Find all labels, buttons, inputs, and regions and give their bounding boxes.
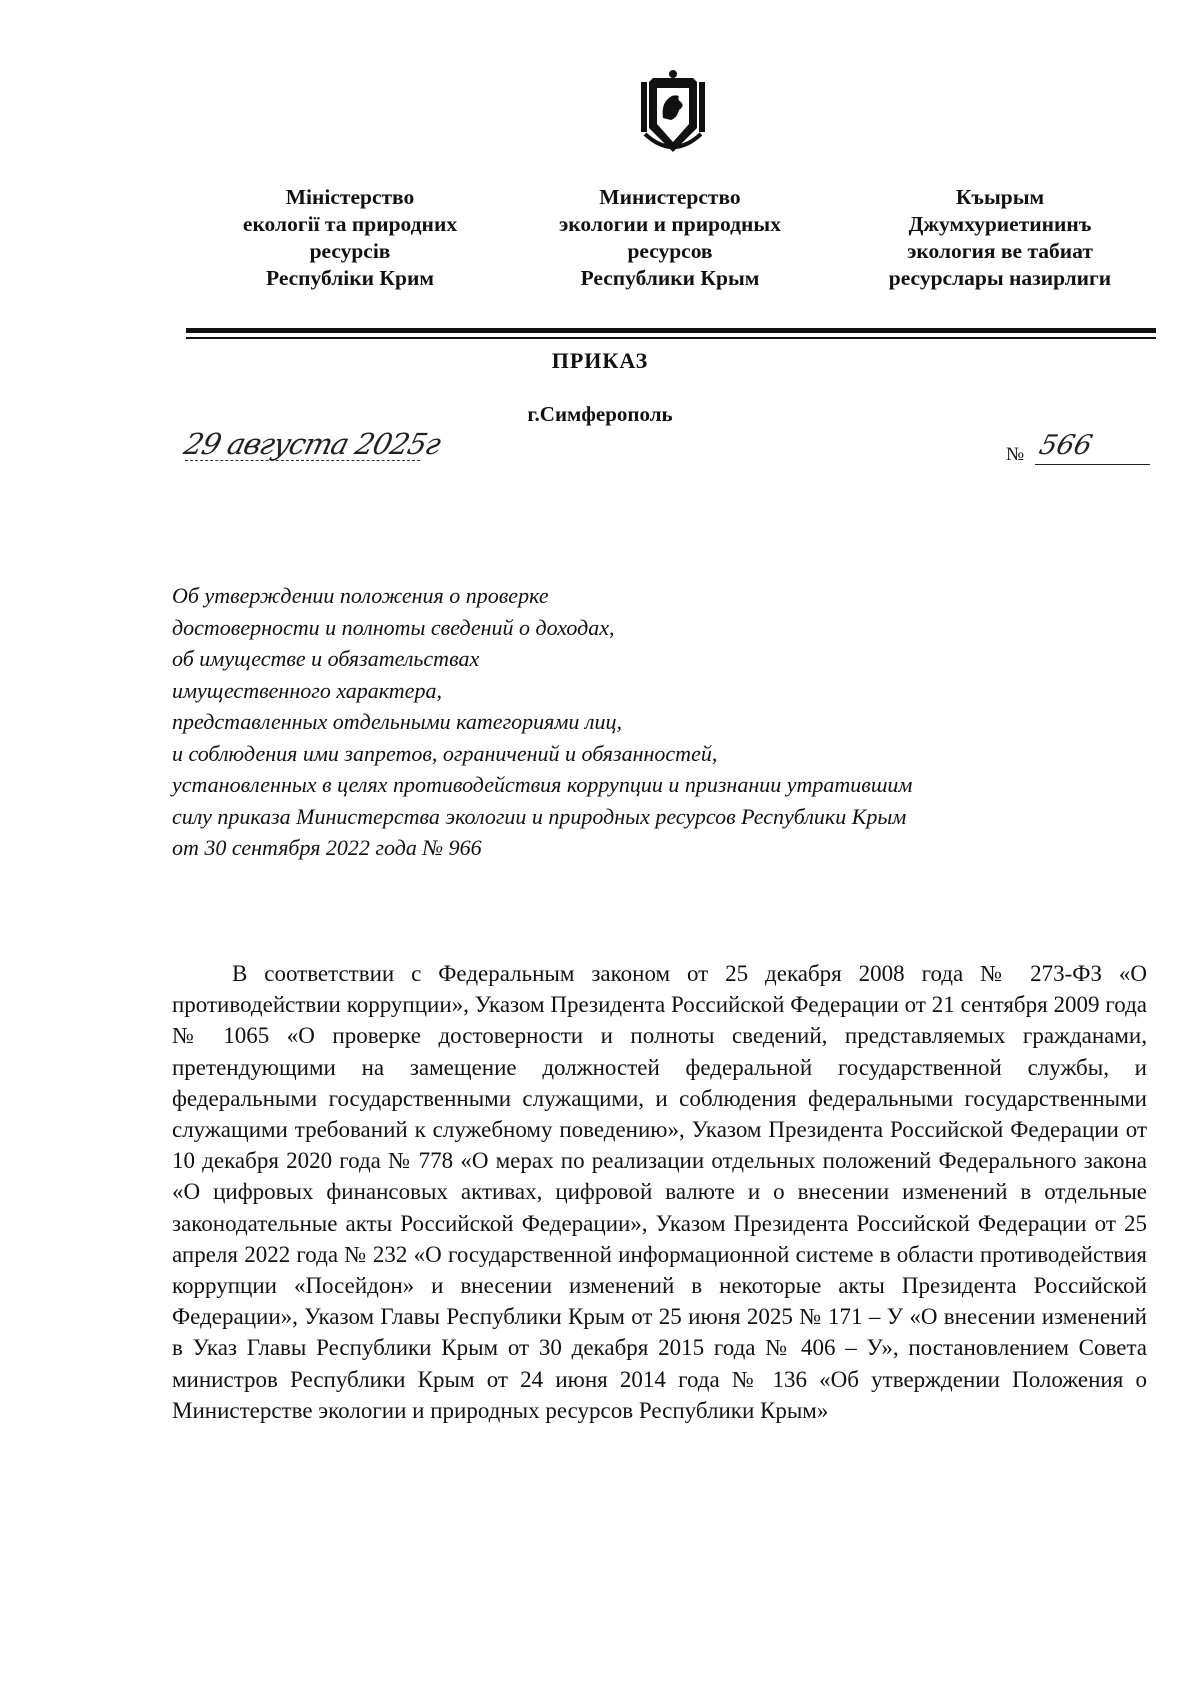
subject-line: установленных в целях противодействия коррупции и признании утратившим (172, 772, 913, 797)
header-divider-thick (186, 328, 1156, 333)
crimea-coat-of-arms-emblem (633, 68, 713, 158)
preamble-paragraph: В соответствии с Федеральным законом от 25 декабря 2008 года № 273-ФЗ «О противодействии коррупции», Указом Президента Российской Федерации от 21 сентября 2009 года № 1065 «О проверке достоверности и полноты сведений, представляемых гражданами, претендующими на замещение должностей федеральной государственной службы, и федеральными государственными служащими, и соблюдения федеральными государственными служащими требований к служебному поведению», Указом Президента Российской Федерации от 10 декабря 2020 года № 778 «О мерах по реализации отдельных положений Федерального закона «О цифровых финансовых активах, цифровой валюте и о внесении изменений в отдельные законодательные акты Российской Федерации», Указом Президента Российской Федерации от 25 апреля 2022 года № 232 «О государственной информационной системе в области противодействия коррупции «Посейдон» и внесении изменений в некоторые акты Президента Российской Федерации», Указом Главы Республики Крым от 25 июня 2025 № 171 – У «О внесении изменений в Указ Главы Республики Крым от 30 декабря 2015 года № 406 – У», постановлением Совета министров Республики Крым от 24 июня 2014 года № 136 «Об утверждении Положения о Министерстве экологии и природных ресурсов Республики Крым» (172, 961, 1147, 1423)
subject-line: и соблюдения ими запретов, ограничений и обязанностей, (172, 740, 718, 766)
subject-line: Об утверждении положения о проверке (172, 583, 549, 608)
org-ru-line: ресурсов (627, 239, 713, 263)
subject-line: об имуществе и обязательствах (172, 646, 480, 671)
header-divider-thin (186, 337, 1156, 339)
number-underline (1035, 464, 1150, 465)
document-city: г.Симферополь (527, 402, 673, 426)
org-ua-line: ресурсів (309, 239, 391, 263)
handwritten-date: 29 августа 2025г (180, 427, 444, 461)
org-name-russian (540, 184, 800, 292)
order-subject (172, 580, 1162, 864)
subject-line: имущественного характера, (172, 677, 442, 703)
org-ru-line: Министерство (599, 185, 741, 209)
document-title: ПРИКАЗ (551, 348, 649, 373)
org-ua-line: Міністерство (285, 185, 415, 209)
org-ru-line: Республики Крым (580, 266, 760, 290)
org-name-crimean-tatar (865, 184, 1135, 292)
org-crh-line: Джумхуриетининъ (908, 212, 1092, 236)
number-label: № (1006, 444, 1025, 465)
org-ua-line: екології та природних (242, 212, 458, 236)
subject-line: от 30 сентября 2022 года № 966 (172, 835, 482, 860)
org-crh-line: ресурслары назирлиги (888, 266, 1112, 290)
subject-line: представленных отдельными категориями лиц, (172, 709, 623, 734)
org-ua-line: Республіки Крим (265, 266, 435, 290)
date-underline (185, 460, 420, 461)
org-name-ukrainian (220, 184, 480, 292)
org-crh-line: Къырым (955, 185, 1045, 209)
org-crh-line: экология ве табиат (907, 239, 1093, 263)
handwritten-number: 566 (1036, 430, 1096, 461)
subject-line: достоверности и полноты сведений о доходах, (172, 614, 615, 640)
org-ru-line: экологии и природных (559, 212, 781, 236)
subject-line: силу приказа Министерства экологии и природных ресурсов Республики Крым (172, 803, 907, 829)
